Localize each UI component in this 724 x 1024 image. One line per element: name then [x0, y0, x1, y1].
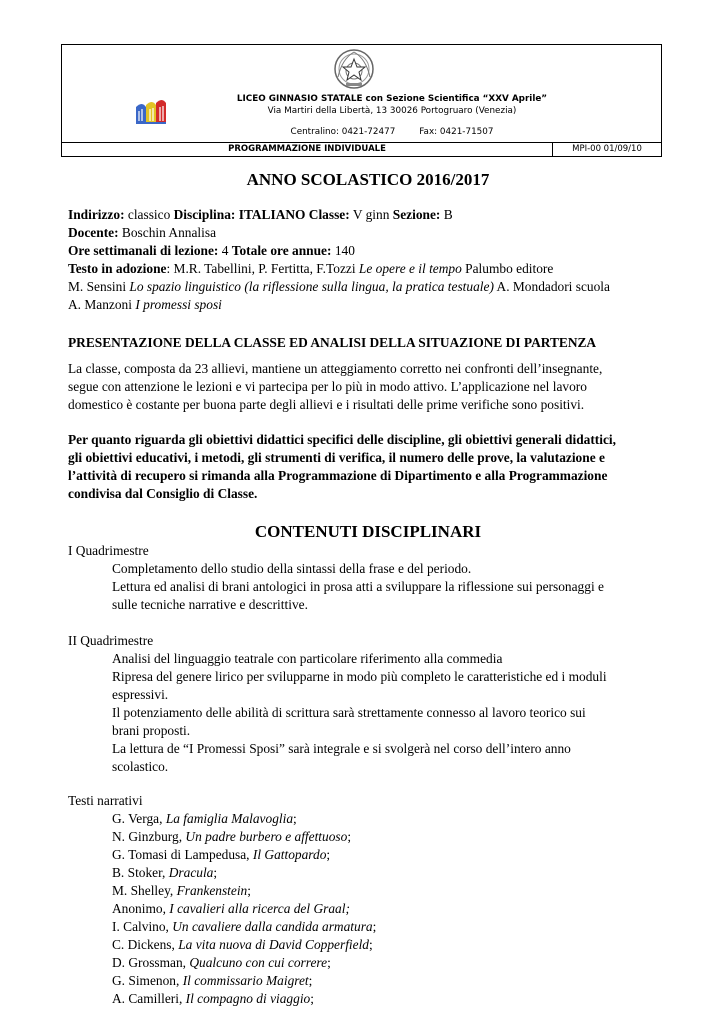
disciplina-label: Disciplina: ITALIANO Classe:: [173, 207, 350, 222]
presentazione-line: La classe, composta da 23 allievi, mantiene un atteggiamento corretto nei confronti dell’insegnante,: [68, 361, 603, 376]
book-item: [112, 936, 668, 954]
book-title: Il Gattopardo: [252, 847, 327, 862]
school-address: Via Martiri della Libertà, 13 30026 Portogruaro (Venezia): [267, 106, 517, 116]
list-item: scolastico.: [112, 759, 169, 774]
book-item: [112, 846, 668, 864]
quadrimestre-1-list: [68, 560, 668, 614]
book-title: Qualcuno con cui correre: [189, 955, 328, 970]
book-author: G. Tomasi di Lampedusa,: [112, 847, 253, 862]
obiettivi-line: gli obiettivi educativi, i metodi, gli strumenti di verifica, il numero delle prove, la valutazione e: [68, 450, 605, 465]
school-info: [182, 93, 602, 138]
book-author: N. Ginzburg,: [112, 829, 186, 844]
ore-totali-value: 140: [331, 243, 355, 258]
school-contacts: [182, 126, 602, 138]
book-end: ;: [308, 973, 313, 988]
book-author: G. Verga,: [112, 811, 166, 826]
book-item: [112, 900, 668, 918]
info-line-textbook-2: [68, 278, 668, 296]
book-end: ;: [213, 865, 218, 880]
book-end: ;: [326, 847, 331, 862]
ore-settimanali-label: Ore settimanali di lezione:: [68, 243, 219, 258]
quadrimestre-1-label: I Quadrimestre: [68, 543, 149, 558]
list-item: brani proposti.: [112, 723, 191, 738]
book-end: ;: [293, 811, 297, 826]
book-item: [112, 918, 668, 936]
book-title: Un padre burbero e affettuoso: [185, 829, 348, 844]
presentazione-line: domestico è costante per buona parte degli allievi e i risultati delle prime verifiche sono positivi.: [68, 397, 585, 412]
book-end: ;: [372, 919, 377, 934]
document-type-bar: [62, 142, 661, 156]
presentazione-heading: PRESENTAZIONE DELLA CLASSE ED ANALISI DELLA SITUAZIONE DI PARTENZA: [68, 335, 597, 350]
list-item: Analisi del linguaggio teatrale con particolare riferimento alla commedia: [112, 651, 503, 666]
testo2-publisher: A. Mondadori scuola: [493, 279, 610, 294]
document-code: MPI-00 01/09/10: [572, 144, 642, 154]
book-title: La famiglia Malavoglia: [165, 811, 294, 826]
book-item: [112, 990, 668, 1008]
obiettivi-line: condivisa dal Consiglio di Classe.: [68, 486, 258, 501]
info-line-textbook: [68, 260, 668, 278]
ore-settimanali-value: 4: [218, 243, 232, 258]
book-end: ;: [327, 955, 331, 970]
list-item: Completamento dello studio della sintassi della frase e del periodo.: [112, 561, 472, 576]
book-author: Anonimo,: [112, 901, 170, 916]
testo-publisher: Palumbo editore: [461, 261, 554, 276]
testo2-author: M. Sensini: [68, 279, 130, 294]
obiettivi-line: l’attività di recupero si rimanda alla Programmazione di Dipartimento e alla Programmazione: [68, 468, 608, 483]
book-author: B. Stoker,: [112, 865, 169, 880]
testo-authors: : M.R. Tabellini, P. Fertitta, F.Tozzi: [166, 261, 359, 276]
book-title: Dracula: [168, 865, 214, 880]
testi-narrativi-label: Testi narrativi: [68, 793, 143, 808]
book-item: [112, 864, 668, 882]
book-title: Un cavaliere dalla candida armatura: [172, 919, 373, 934]
book-title: Il commissario Maigret: [182, 973, 309, 988]
phone-number: Centralino: 0421-72477: [290, 127, 396, 137]
docente-value: Boschin Annalisa: [118, 225, 217, 240]
document-body: [68, 170, 668, 1008]
classe-value: V ginn: [349, 207, 393, 222]
contenuti-heading: CONTENUTI DISCIPLINARI: [254, 522, 482, 541]
info-line-course: [68, 206, 668, 224]
book-end: ;: [247, 883, 251, 898]
book-end: ;: [310, 991, 314, 1006]
book-author: C. Dickens,: [112, 937, 179, 952]
book-end: ;: [369, 937, 373, 952]
list-item: sulle tecniche narrative e descrittive.: [112, 597, 308, 612]
course-info: [68, 206, 668, 314]
book-title: I cavalieri alla ricerca del Graal;: [169, 901, 350, 916]
fax-number: Fax: 0421-71507: [419, 127, 494, 137]
testi-narrativi: [68, 792, 668, 1008]
list-item: espressivi.: [112, 687, 169, 702]
quadrimestre-2: [68, 632, 668, 776]
testo-title: Le opere e il tempo: [358, 261, 462, 276]
list-item: Il potenziamento delle abilità di scrittura sarà strettamente connesso al lavoro teorico sui: [112, 705, 586, 720]
sezione-label: Sezione:: [392, 207, 441, 222]
list-item: Lettura ed analisi di brani antologici in prosa atti a sviluppare la riflessione sui personaggi e: [112, 579, 604, 594]
testo2-title: Lo spazio linguistico (la riflessione sulla lingua, la pratica testuale): [129, 279, 494, 294]
book-end: ;: [347, 829, 352, 844]
book-title: Frankenstein: [176, 883, 248, 898]
list-item: Ripresa del genere lirico per svilupparne in modo più completo le caratteristiche ed i moduli: [112, 669, 607, 684]
ore-totali-label: Totale ore annue:: [231, 243, 332, 258]
book-author: I. Calvino,: [112, 919, 173, 934]
book-author: D. Grossman,: [112, 955, 190, 970]
book-author: M. Shelley,: [112, 883, 177, 898]
book-author: A. Camilleri,: [112, 991, 186, 1006]
document-type: PROGRAMMAZIONE INDIVIDUALE: [62, 143, 553, 156]
list-item: La lettura de “I Promessi Sposi” sarà integrale e si svolgerà nel corso dell’intero anno: [112, 741, 571, 756]
presentazione-line: segue con attenzione le lezioni e vi partecipa per lo più in modo attivo. L’applicazione nel lavoro: [68, 379, 587, 394]
testo3-title: I promessi sposi: [135, 297, 222, 312]
quadrimestre-2-label: II Quadrimestre: [68, 633, 154, 648]
indirizzo-label: Indirizzo:: [68, 207, 125, 222]
docente-label: Docente:: [68, 225, 119, 240]
indirizzo-value: classico: [124, 207, 174, 222]
republic-emblem-icon: [332, 47, 376, 91]
info-line-textbook-3: [68, 296, 668, 314]
school-name: LICEO GINNASIO STATALE con Sezione Scientifica “XXV Aprile”: [236, 94, 548, 104]
page-title: ANNO SCOLASTICO 2016/2017: [246, 170, 490, 189]
book-item: [112, 882, 668, 900]
presentazione-text: [68, 360, 668, 414]
book-item: [112, 828, 668, 846]
testi-narrativi-list: [68, 810, 668, 1008]
book-item: [112, 810, 668, 828]
school-logo-icon: [134, 97, 168, 125]
book-item: [112, 972, 668, 990]
obiettivi-text: [68, 431, 668, 503]
book-title: La vita nuova di David Copperfield: [178, 937, 370, 952]
obiettivi-line: Per quanto riguarda gli obiettivi didattici specifici delle discipline, gli obiettivi generali didattici,: [68, 432, 617, 447]
sezione-value: B: [440, 207, 453, 222]
testo-label: Testo in adozione: [68, 261, 167, 276]
book-item: [112, 954, 668, 972]
testo3-author: A. Manzoni: [68, 297, 136, 312]
quadrimestre-2-list: [68, 650, 668, 776]
info-line-teacher: [68, 224, 668, 242]
book-author: G. Simenon,: [112, 973, 183, 988]
letterhead: [61, 44, 662, 157]
info-line-hours: [68, 242, 668, 260]
quadrimestre-1: [68, 542, 668, 614]
book-title: Il compagno di viaggio: [185, 991, 311, 1006]
